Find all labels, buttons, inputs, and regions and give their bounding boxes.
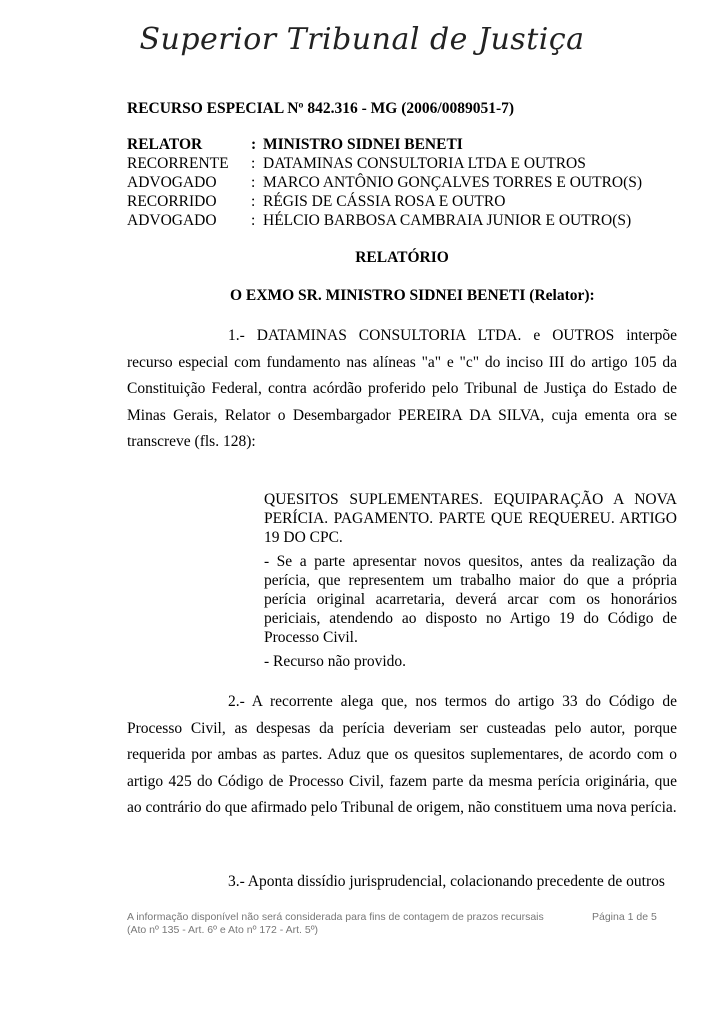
ementa-result: - Recurso não provido. — [264, 653, 407, 670]
party-role: ADVOGADO — [127, 212, 217, 229]
party-colon: : — [251, 155, 256, 172]
paragraph-3: 3.- Aponta dissídio jurisprudencial, colacionando precedente de outros — [228, 873, 665, 890]
party-role: ADVOGADO — [127, 174, 217, 191]
section-heading: RELATÓRIO — [355, 249, 449, 266]
court-name-header: Superior Tribunal de Justiça — [139, 22, 585, 57]
ementa-block — [264, 490, 677, 676]
speaker-line: O EXMO SR. MINISTRO SIDNEI BENETI (Relator): — [230, 287, 595, 304]
party-colon: : — [251, 212, 256, 229]
party-role: RELATOR — [127, 136, 203, 153]
party-name: DATAMINAS CONSULTORIA LTDA E OUTROS — [263, 155, 586, 172]
party-colon: : — [251, 193, 256, 210]
ementa-heading: QUESITOS SUPLEMENTARES. EQUIPARAÇÃO A NOVA PERÍCIA. PAGAMENTO. PARTE QUE REQUEREU. ARTIGO 19 DO CPC. — [264, 491, 677, 546]
page-number: Página 1 de 5 — [592, 911, 657, 923]
ementa-text: - Se a parte apresentar novos quesitos, antes da realização da perícia, que representem um trabalho maior do que a própria perícia original acarretaria, deverá arcar com os honorários periciais, atendendo ao disposto no Artigo 19 do Código de Processo Civil. — [264, 553, 677, 646]
party-row-advogado-2 — [127, 211, 642, 230]
party-row-recorrente — [127, 154, 642, 173]
party-name: MARCO ANTÔNIO GONÇALVES TORRES E OUTRO(S) — [263, 174, 643, 191]
paragraph-2: 2.- A recorrente alega que, nos termos do artigo 33 do Código de Processo Civil, as despesas da perícia deveriam ser custeadas pelo autor, porque requerida por ambas as partes. Aduz que os quesitos suplementares, de acordo com o artigo 425 do Código de Processo Civil, fazem parte da mesma perícia originária, que ao contrário do que afirmado pelo Tribunal de origem, não constituem uma nova perícia. — [127, 693, 677, 817]
party-name: HÉLCIO BARBOSA CAMBRAIA JUNIOR E OUTRO(S) — [263, 212, 632, 229]
party-row-recorrido — [127, 192, 642, 211]
party-row-advogado-1 — [127, 173, 642, 192]
party-name: RÉGIS DE CÁSSIA ROSA E OUTRO — [263, 193, 506, 210]
paragraph-1: 1.- DATAMINAS CONSULTORIA LTDA. e OUTROS interpõe recurso especial com fundamento nas alíneas "a" e "c" do inciso III do artigo 105 da Constituição Federal, contra acórdão proferido pelo Tribunal de Justiça do Estado de Minas Gerais, Relator o Desembargador PEREIRA DA SILVA, cuja ementa ora se transcreve (fls. 128): — [127, 327, 677, 451]
footer-note — [127, 911, 547, 937]
footer-note-line-2: (Ato nº 135 - Art. 6º e Ato nº 172 - Art. 5º) — [127, 924, 319, 936]
case-number: RECURSO ESPECIAL Nº 842.316 - MG (2006/0089051-7) — [127, 100, 515, 117]
party-row-relator — [127, 135, 642, 154]
party-colon: : — [251, 136, 257, 153]
parties-block — [127, 135, 642, 230]
party-role: RECORRENTE — [127, 155, 229, 172]
footer-note-line-1: A informação disponível não será considerada para fins de contagem de prazos recursais — [127, 911, 544, 923]
party-name: MINISTRO SIDNEI BENETI — [263, 136, 463, 153]
party-role: RECORRIDO — [127, 193, 217, 210]
party-colon: : — [251, 174, 256, 191]
